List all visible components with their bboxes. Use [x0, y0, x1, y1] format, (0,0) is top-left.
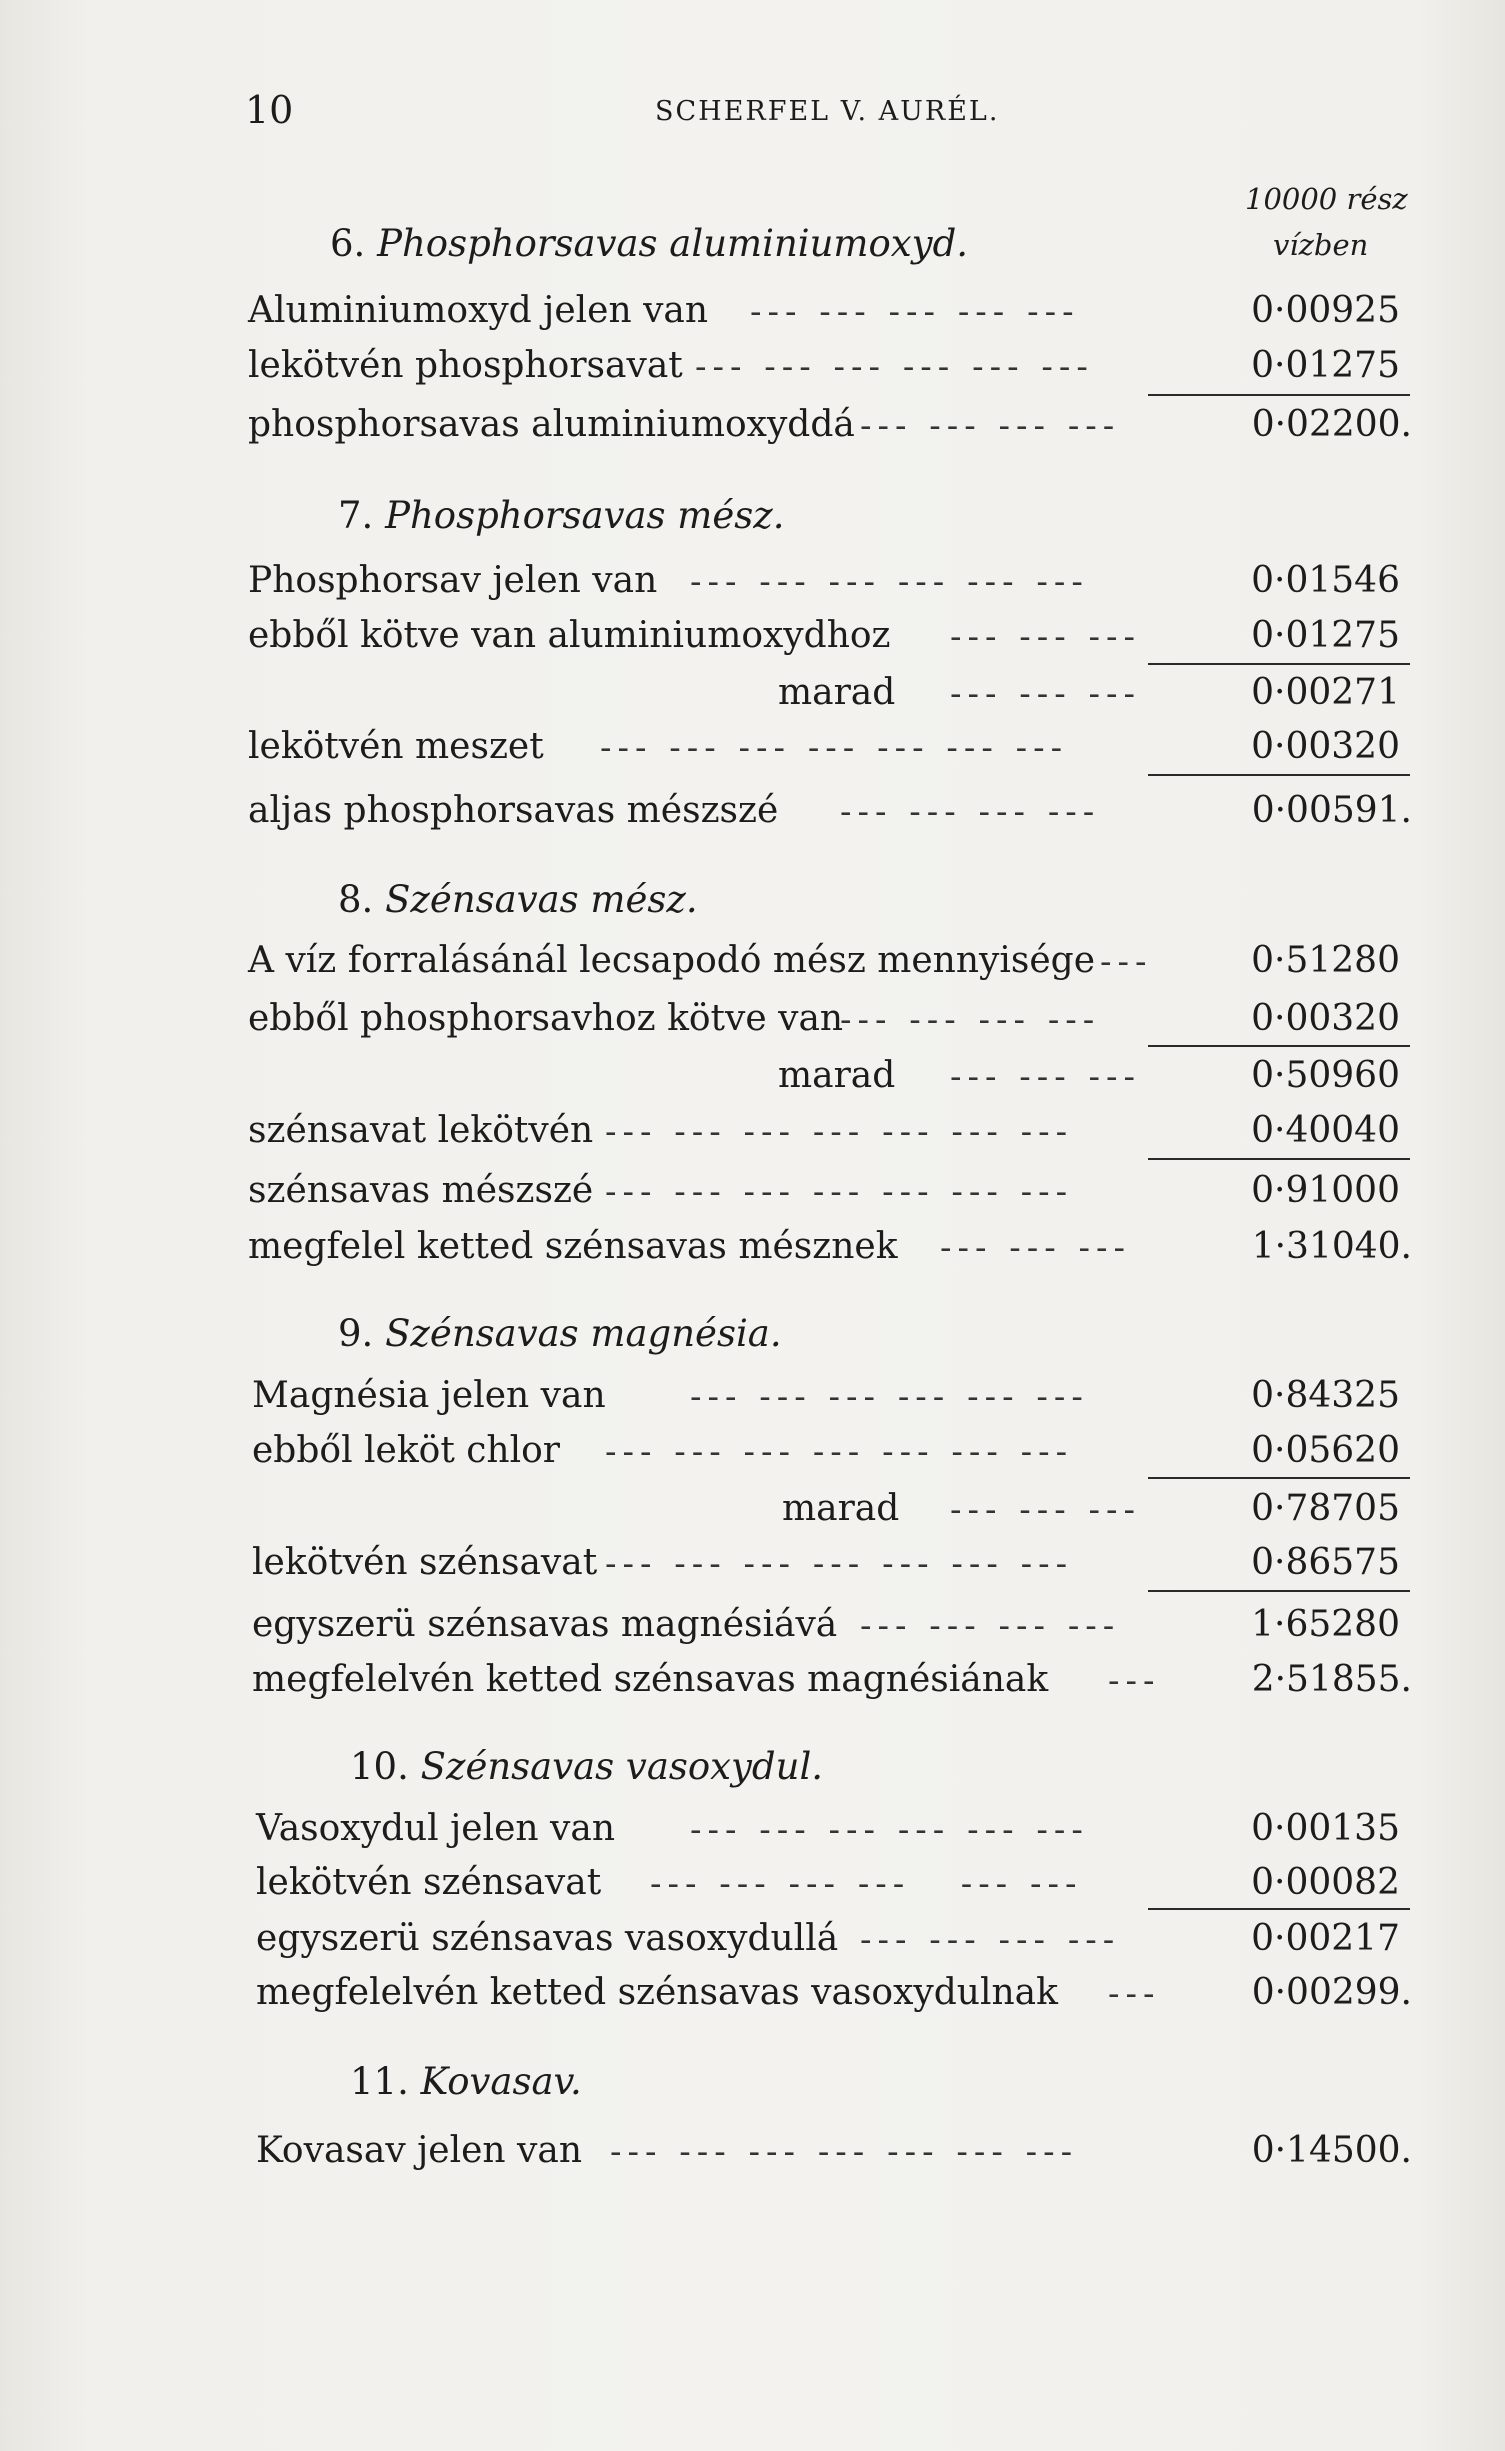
leader-dots: --- --- --- --- [840, 1000, 1101, 1040]
row-label: lekötvén szénsavat [252, 1542, 598, 1583]
sum-rule [1148, 663, 1410, 665]
row-value: 0·00135 [1251, 1808, 1400, 1849]
leader-dots: --- --- --- [950, 617, 1142, 657]
row-value: 0·50960 [1251, 1055, 1400, 1096]
unit-label-line1: 10000 rész [1245, 182, 1408, 216]
section-number: 7. [338, 494, 374, 537]
sum-rule [1148, 1908, 1410, 1910]
row-label: egyszerü szénsavas vasoxydullá [256, 1918, 839, 1959]
section-number: 8. [338, 878, 374, 921]
leader-dots: --- --- --- --- [840, 792, 1101, 832]
section-number: 9. [338, 1312, 374, 1355]
leader-dots: --- --- --- [950, 1490, 1142, 1530]
row-value: 2·51855. [1251, 1659, 1412, 1700]
leader-dots: --- --- --- --- --- --- [695, 347, 1094, 387]
leader-dots: --- --- --- --- --- --- [650, 1864, 1083, 1904]
row-label: szénsavas mészszé [248, 1170, 594, 1211]
section-7-title [338, 494, 785, 537]
row-value: 0·00925 [1251, 290, 1400, 331]
leader-dots: --- --- --- --- --- --- --- [600, 728, 1069, 768]
leader-dots: --- --- --- --- --- --- --- [605, 1172, 1074, 1212]
section-heading: Phosphorsavas mész. [385, 494, 785, 537]
row-label: Magnésia jelen van [252, 1375, 606, 1416]
row-value: 0·40040 [1251, 1110, 1400, 1151]
row-label: megfelelvén ketted szénsavas vasoxydulnak [256, 1972, 1058, 2013]
section-10-title [350, 1745, 823, 1788]
leader-dots: --- --- --- --- --- --- --- [605, 1544, 1074, 1584]
row-label: Vasoxydul jelen van [256, 1808, 616, 1849]
section-heading: Szénsavas vasoxydul. [420, 1745, 824, 1788]
row-value: 0·00591. [1251, 790, 1412, 831]
sum-rule [1148, 394, 1410, 396]
page-number: 10 [245, 88, 294, 132]
leader-dots: --- --- --- --- [860, 406, 1121, 446]
row-label: megfelelvén ketted szénsavas magnésiának [252, 1659, 1049, 1700]
row-label: Kovasav jelen van [256, 2130, 583, 2171]
leader-dots: --- --- --- --- [860, 1920, 1121, 1960]
row-label: lekötvén szénsavat [256, 1862, 602, 1903]
row-value: 0·51280 [1251, 940, 1400, 981]
sum-rule [1148, 1045, 1410, 1047]
row-label: szénsavat lekötvén [248, 1110, 594, 1151]
section-heading: Szénsavas mész. [385, 878, 698, 921]
leader-dots: --- [1108, 1974, 1161, 2014]
sum-rule [1148, 1158, 1410, 1160]
section-8-title [338, 878, 698, 921]
row-value: 0·86575 [1251, 1542, 1400, 1583]
leader-dots: --- [1108, 1661, 1161, 1701]
row-value: 0·00320 [1251, 726, 1400, 767]
row-value: 0·78705 [1251, 1488, 1400, 1529]
row-label: marad [782, 1488, 900, 1529]
row-label: lekötvén meszet [248, 726, 544, 767]
row-value: 0·00082 [1251, 1862, 1400, 1903]
section-heading: Kovasav. [420, 2060, 582, 2103]
row-label: Phosphorsav jelen van [248, 560, 658, 601]
sum-rule [1148, 774, 1410, 776]
row-value: 0·05620 [1251, 1430, 1400, 1471]
row-label: ebből phosphorsavhoz kötve van [248, 998, 844, 1039]
leader-dots: --- --- --- --- --- --- --- [605, 1112, 1074, 1152]
row-label: ebből kötve van aluminiumoxydhoz [248, 615, 891, 656]
leader-dots: --- --- --- [940, 1228, 1132, 1268]
row-value: 0·91000 [1251, 1170, 1400, 1211]
leader-dots: --- --- --- --- --- --- --- [610, 2132, 1079, 2172]
row-label: megfelel ketted szénsavas mésznek [248, 1226, 898, 1267]
section-9-title [338, 1312, 782, 1355]
row-label: Aluminiumoxyd jelen van [248, 290, 709, 331]
row-value: 0·01275 [1251, 345, 1400, 386]
row-value: 0·00217 [1251, 1918, 1400, 1959]
row-value: 0·01275 [1251, 615, 1400, 656]
section-heading: Phosphorsavas aluminiumoxyd. [377, 222, 969, 265]
row-label: aljas phosphorsavas mészszé [248, 790, 779, 831]
leader-dots: --- --- --- --- --- [750, 292, 1080, 332]
row-value: 0·00320 [1251, 998, 1400, 1039]
section-number: 11. [350, 2060, 409, 2103]
row-value: 0·00271 [1251, 672, 1400, 713]
row-value: 1·65280 [1251, 1604, 1400, 1645]
sum-rule [1148, 1477, 1410, 1479]
section-heading: Szénsavas magnésia. [385, 1312, 782, 1355]
leader-dots: --- --- --- --- --- --- [690, 1810, 1089, 1850]
row-label: A víz forralásánál lecsapodó mész mennyisége [248, 940, 1096, 981]
row-value: 0·02200. [1251, 404, 1412, 445]
leader-dots: --- --- --- --- [860, 1606, 1121, 1646]
sum-rule [1148, 1590, 1410, 1592]
row-value: 0·84325 [1251, 1375, 1400, 1416]
leader-dots: --- --- --- [950, 1057, 1142, 1097]
row-label: egyszerü szénsavas magnésiává [252, 1604, 838, 1645]
row-label: marad [778, 672, 896, 713]
section-11-title [350, 2060, 582, 2103]
section-number: 6. [330, 222, 366, 265]
section-6-title [330, 222, 968, 265]
row-label: ebből leköt chlor [252, 1430, 560, 1471]
leader-dots: --- --- --- --- --- --- --- [605, 1432, 1074, 1472]
row-label: lekötvén phosphorsavat [248, 345, 683, 386]
leader-dots: --- [1100, 942, 1153, 982]
running-title: SCHERFEL V. AURÉL. [655, 96, 1000, 127]
row-value: 0·00299. [1251, 1972, 1412, 2013]
unit-label-line2: vízben [1273, 228, 1369, 262]
section-number: 10. [350, 1745, 409, 1788]
row-label: phosphorsavas aluminiumoxyddá [248, 404, 855, 445]
leader-dots: --- --- --- --- --- --- [690, 562, 1089, 602]
row-label: marad [778, 1055, 896, 1096]
leader-dots: --- --- --- [950, 674, 1142, 714]
row-value: 0·14500. [1251, 2130, 1412, 2171]
row-value: 0·01546 [1251, 560, 1400, 601]
row-value: 1·31040. [1251, 1226, 1412, 1267]
leader-dots: --- --- --- --- --- --- [690, 1377, 1089, 1417]
